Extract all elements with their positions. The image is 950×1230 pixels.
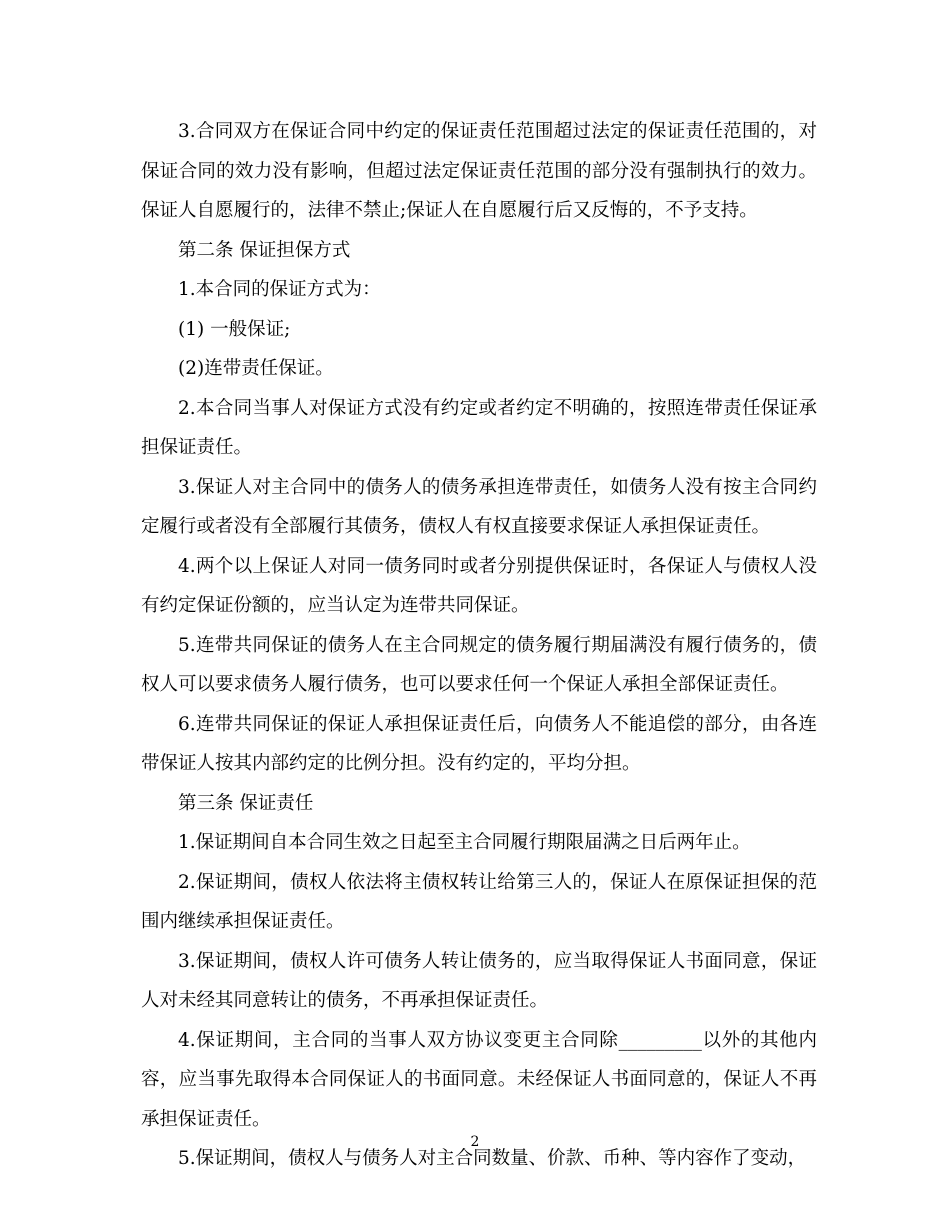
paragraph-guarantee-method: 1.本合同的保证方式为： — [178, 279, 381, 300]
paragraph-article-2-clause-3: 3.保证人对主合同中的债务人的债务承担连带责任，如债务人没有按主合同约定履行或者没有全部履行其债务，债权人有权直接要求保证人承担保证责任。 — [141, 476, 817, 537]
heading-article-2: 第二条 保证担保方式 — [178, 239, 351, 261]
page-number: 2 — [470, 1134, 480, 1150]
paragraph-article-3-clause-5: 5.保证期间，债权人与债务人对主合同数量、价款、币种、等内容作了变动， — [178, 1148, 807, 1169]
paragraph-article-3-clause-4: 4.保证期间，主合同的当事人双方协议变更主合同除_________以外的其他内容，应当事先取得本合同保证人的书面同意。未经保证人书面同意的，保证人不再承担保证责任。 — [141, 1029, 817, 1130]
paragraph-article-2-clause-5: 5.连带共同保证的债务人在主合同规定的债务履行期届满没有履行债务的，债权人可以要求债务人履行债务，也可以要求任何一个保证人承担全部保证责任。 — [141, 634, 817, 695]
paragraph-article-2-clause-6: 6.连带共同保证的保证人承担保证责任后，向债务人不能追偿的部分，由各连带保证人按其内部约定的比例分担。没有约定的，平均分担。 — [141, 713, 817, 774]
list-item-general-guarantee: (1) 一般保证; — [178, 318, 291, 340]
paragraph-article-3-clause-2: 2.保证期间，债权人依法将主债权转让给第三人的，保证人在原保证担保的范围内继续承担保证责任。 — [141, 871, 817, 932]
heading-article-3: 第三条 保证责任 — [178, 792, 314, 814]
paragraph-article-2-clause-4: 4.两个以上保证人对同一债务同时或者分别提供保证时，各保证人与债权人没有约定保证份额的，应当认定为连带共同保证。 — [141, 555, 817, 616]
paragraph-article-2-clause-2: 2.本合同当事人对保证方式没有约定或者约定不明确的，按照连带责任保证承担保证责任。 — [141, 397, 817, 458]
list-item-joint-guarantee: (2)连带责任保证。 — [178, 358, 334, 379]
document-body — [141, 112, 817, 1179]
paragraph-article-3-clause-1: 1.保证期间自本合同生效之日起至主合同履行期限届满之日后两年止。 — [178, 832, 751, 853]
paragraph-article-3-clause-3: 3.保证期间，债权人许可债务人转让债务的，应当取得保证人书面同意，保证人对未经其同意转让的债务，不再承担保证责任。 — [141, 950, 817, 1011]
paragraph-clause-3-scope: 3.合同双方在保证合同中约定的保证责任范围超过法定的保证责任范围的，对保证合同的效力没有影响，但超过法定保证责任范围的部分没有强制执行的效力。保证人自愿履行的，法律不禁止;保证人在自愿履行后又反悔的，不予支持。 — [141, 121, 817, 221]
